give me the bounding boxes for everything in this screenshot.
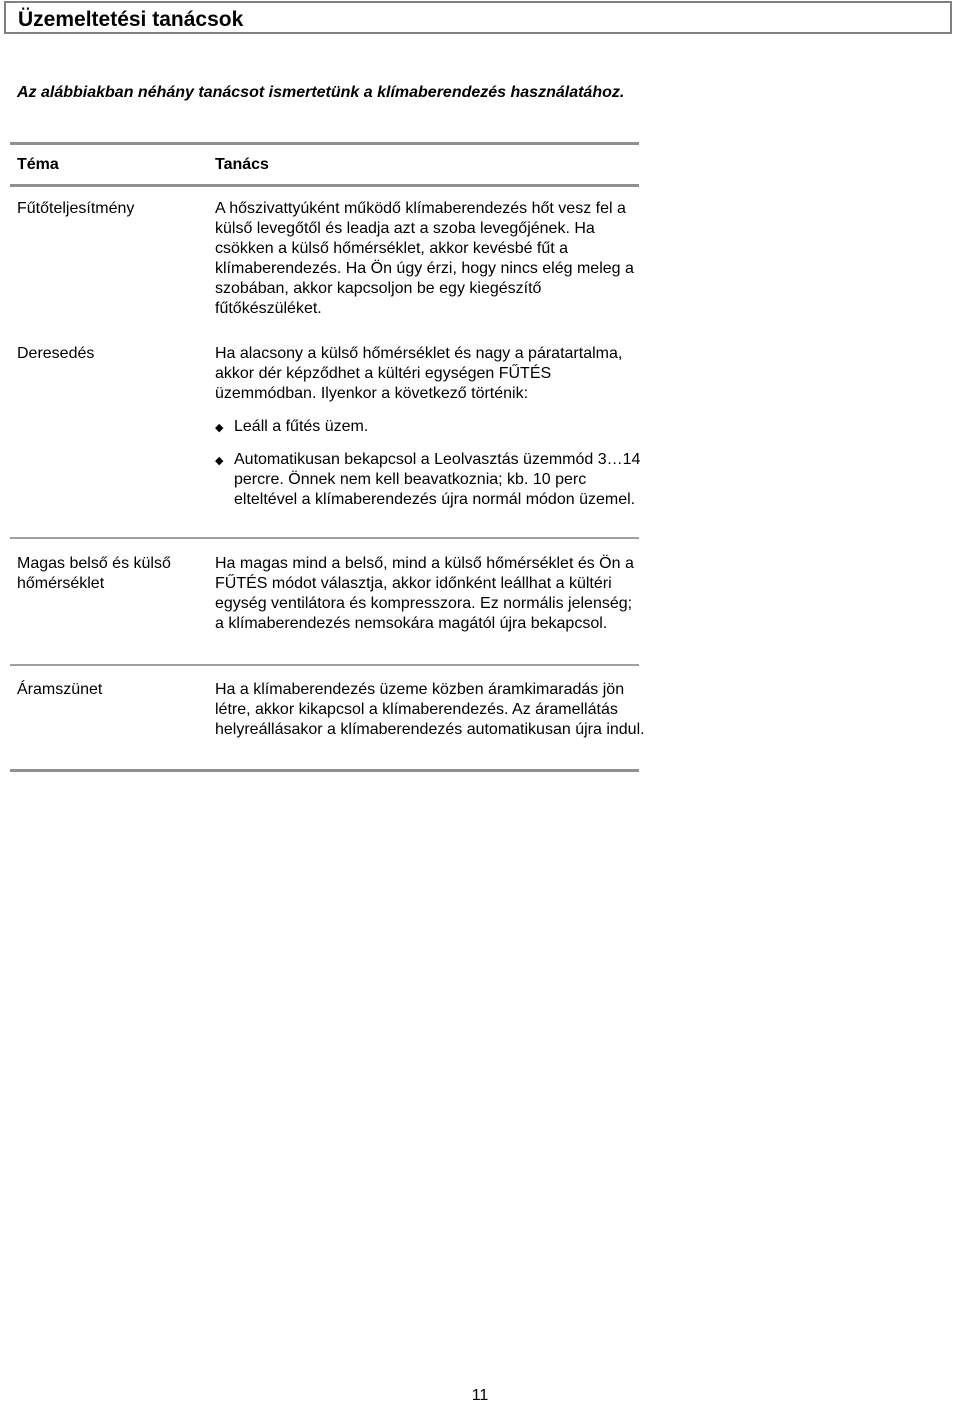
row-advice-frost: Ha alacsony a külső hőmérséklet és nagy a páratartalma, akkor dér képződhet a kültéri egységen FŰTÉS üzemmódban. Ilyenkor a következő történik: (215, 345, 623, 402)
row-advice-power-outage: Ha a klímaberendezés üzeme közben áramkimaradás jön létre, akkor kikapcsol a klímaberendezés. Az áramellátás helyreállásakor a klímaberendezés automatikusan újra indul. (215, 681, 645, 738)
intro-text: Az alábbiakban néhány tanácsot ismertetünk a klímaberendezés használatához. (17, 84, 625, 101)
row-advice-high-temperature: Ha magas mind a belső, mind a külső hőmérséklet és Ön a FŰTÉS módot választja, akkor időnként leállhat a kültéri egység ventilátora és kompresszora. Ez normális jelenség; a klímaberendezés nemsokára magától újra bekapcsol. (215, 555, 634, 632)
row-advice-heating: A hőszivattyúként működő klímaberendezés hőt vesz fel a külső levegőtől és leadja azt a szoba levegőjének. Ha csökken a külső hőmérséklet, akkor kevésbé fűt a klímaberendezés. Ha Ön úgy érzi, hogy nincs elég meleg a szobában, akkor kapcsoljon be egy kiegészítő fűtőkészüléket. (215, 200, 634, 317)
table-header-rule (10, 184, 639, 187)
row-divider (10, 537, 639, 539)
row-divider (10, 664, 639, 666)
row-topic-frost: Deresedés (17, 345, 95, 362)
table-top-rule (10, 142, 639, 145)
page-number: 11 (471, 1387, 489, 1404)
row-topic-power-outage: Áramszünet (17, 681, 103, 698)
bullet-text: Leáll a fűtés üzem. (234, 418, 369, 435)
title-box (4, 1, 952, 34)
page-title: Üzemeltetési tanácsok (18, 8, 244, 31)
bullet-text: Automatikusan bekapcsol a Leolvasztás üzemmód 3…14 percre. Önnek nem kell beavatkoznia; kb. 10 perc elteltével a klímaberendezés újra normál módon üzemel. (234, 451, 641, 508)
row-topic-heating: Fűtőteljesítmény (17, 200, 135, 217)
column-header-advice: Tanács (215, 156, 269, 173)
table-bottom-rule (10, 769, 639, 772)
row-topic-high-temperature: Magas belső és külső hőmérséklet (17, 555, 171, 592)
diamond-bullet-icon: ◆ (215, 422, 224, 434)
column-header-topic: Téma (17, 156, 59, 173)
diamond-bullet-icon: ◆ (215, 455, 224, 467)
